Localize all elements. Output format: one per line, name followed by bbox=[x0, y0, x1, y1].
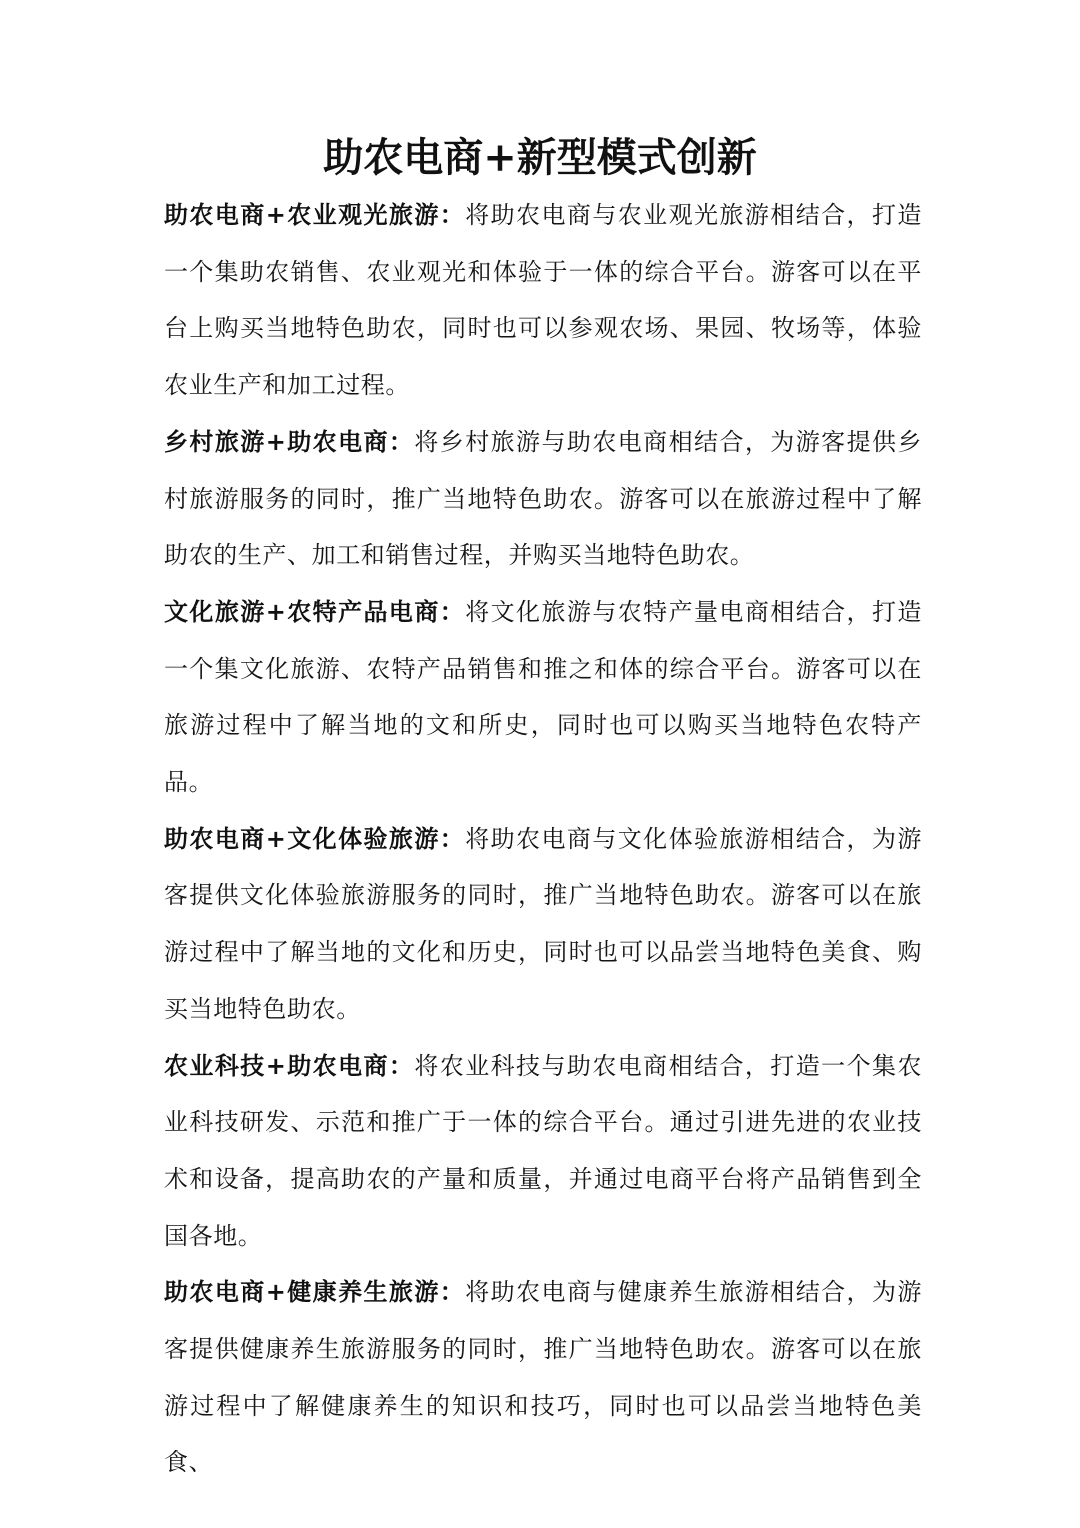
paragraph-lead: 助农电商+健康养生旅游： bbox=[164, 1278, 466, 1307]
paragraph-lead: 助农电商+文化体验旅游： bbox=[164, 824, 466, 853]
paragraph-text: 将乡村旅游与助农电商相结合，为游客提供乡村旅游服务的同时，推广当地特色助农。游客可以在旅游过程中了解助农的生产、加工和销售过程，并购买当地特色助农。 bbox=[164, 427, 923, 570]
paragraph-cultural-tourism bbox=[164, 584, 922, 811]
document-body bbox=[164, 187, 922, 1491]
paragraph-lead: 助农电商+农业观光旅游： bbox=[164, 201, 466, 229]
paragraph-lead: 乡村旅游+助农电商： bbox=[164, 427, 415, 456]
paragraph-lead: 农业科技+助农电商： bbox=[164, 1051, 415, 1080]
paragraph-lead: 文化旅游+农特产品电商： bbox=[164, 597, 466, 626]
document-title: 助农电商+新型模式创新 bbox=[323, 134, 757, 181]
paragraph-agri-sightseeing bbox=[164, 187, 922, 414]
paragraph-text: 将助农电商与健康养生旅游相结合，为游客提供健康养生旅游服务的同时，推广当地特色助农。游客可以在旅游过程中了解健康养生的知识和技巧，同时也可以品尝当地特色美食、 bbox=[164, 1278, 922, 1477]
paragraph-text: 将农业科技与助农电商相结合，打造一个集农业科技研发、示范和推广于一体的综合平台。通过引进先进的农业技术和设备，提高助农的产量和质量，并通过电商平台将产品销售到全国各地。 bbox=[164, 1051, 923, 1250]
paragraph-cultural-experience bbox=[164, 811, 922, 1038]
paragraph-text: 将助农电商与文化体验旅游相结合，为游客提供文化体验旅游服务的同时，推广当地特色助农。游客可以在旅游过程中了解当地的文化和历史，同时也可以品尝当地特色美食、购买当地特色助农。 bbox=[164, 824, 922, 1023]
paragraph-health-tourism bbox=[164, 1264, 922, 1491]
paragraph-agri-tech bbox=[164, 1038, 922, 1265]
paragraph-text: 将文化旅游与农特产量电商相结合，打造一个集文化旅游、农特产品销售和推之和体的综合平台。游客可以在旅游过程中了解当地的文和所史，同时也可以购买当地特色农特产品。 bbox=[164, 597, 922, 797]
paragraph-text: 将助农电商与农业观光旅游相结合，打造一个集助农销售、农业观光和体验于一体的综合平台。游客可以在平台上购买当地特色助农，同时也可以参观农场、果园、牧场等，体验农业生产和加工过程。 bbox=[164, 201, 922, 400]
paragraph-rural-tourism bbox=[164, 414, 922, 584]
